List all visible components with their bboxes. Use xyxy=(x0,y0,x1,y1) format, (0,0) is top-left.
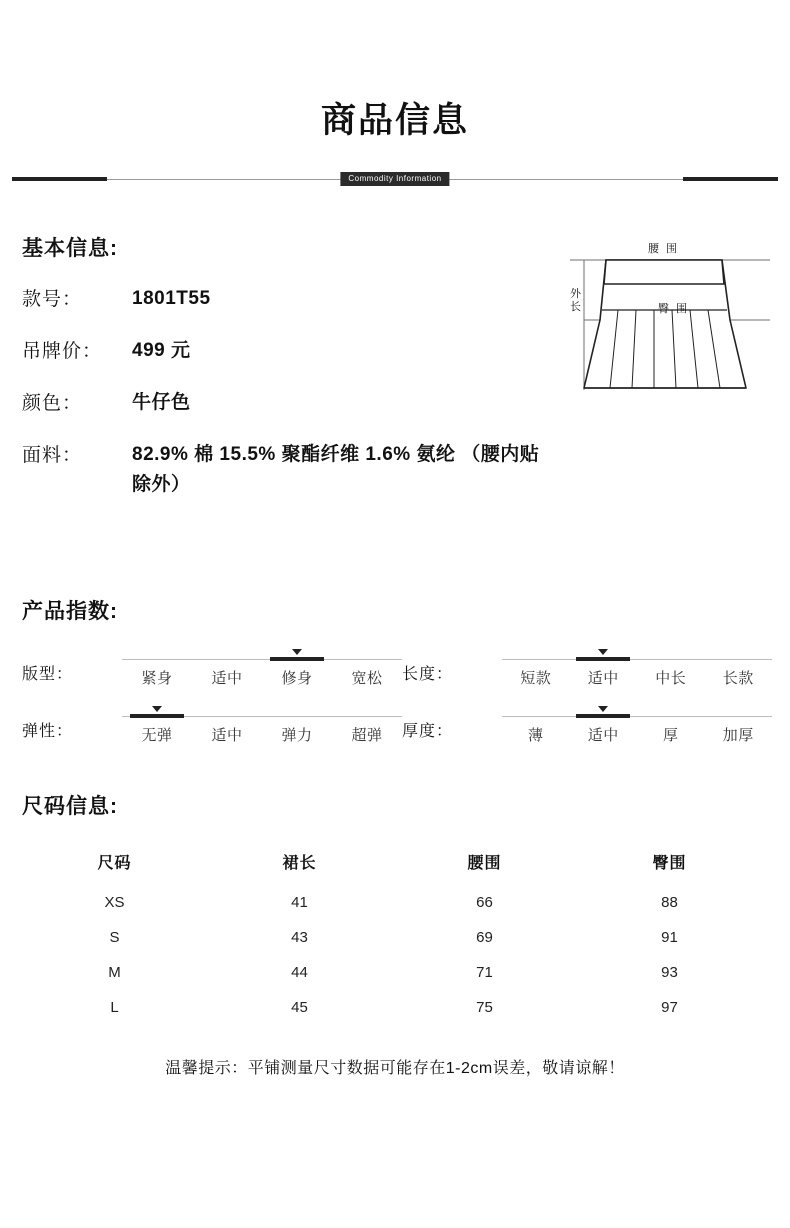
scale-option-thickness-0[interactable] xyxy=(502,704,570,745)
scale-option-elasticity-2[interactable] xyxy=(262,704,332,745)
table-row xyxy=(22,885,762,920)
info-label-fabric: 面料： xyxy=(22,445,83,466)
measurement-note: 温馨提示：平铺测量尺寸数据可能存在1-2cm误差，敬请谅解！ xyxy=(165,1060,625,1077)
cell-size: S xyxy=(109,929,120,946)
cell-skirt-length: 45 xyxy=(291,999,308,1016)
scale-option-label: 紧身 xyxy=(141,670,173,687)
cell-skirt-length: 44 xyxy=(291,964,308,981)
table-header-row xyxy=(22,842,762,885)
table-row xyxy=(22,955,762,990)
scale-option-label: 超弹 xyxy=(351,727,383,744)
basic-info-heading: 基本信息: xyxy=(22,237,118,260)
skirt-illustration-icon xyxy=(570,238,780,428)
info-label-price: 吊牌价： xyxy=(22,341,103,362)
diagram-outer-length-label: 外长 xyxy=(570,288,583,313)
scale-option-label: 加厚 xyxy=(722,727,754,744)
scale-option-label: 宽松 xyxy=(351,670,383,687)
cell-waist: 69 xyxy=(476,929,493,946)
scale-option-thickness-2[interactable] xyxy=(637,704,705,745)
scale-option-elasticity-3[interactable] xyxy=(332,704,402,745)
info-value-fabric: 82.9% 棉 15.5% 聚酯纤维 1.6% 氨纶 （腰内贴除外） xyxy=(132,444,540,495)
scale-option-fit-2[interactable] xyxy=(262,647,332,688)
page-title: 商品信息 xyxy=(320,101,469,140)
product-index-column-left xyxy=(22,647,402,745)
index-label-fit: 版型： xyxy=(22,666,74,683)
index-row-length xyxy=(402,647,772,688)
index-scale-elasticity xyxy=(122,704,402,745)
index-label-thickness: 厚度： xyxy=(402,723,454,740)
scale-option-label: 弹力 xyxy=(281,727,313,744)
scale-option-length-3[interactable] xyxy=(705,647,773,688)
cell-skirt-length: 41 xyxy=(291,894,308,911)
scale-option-label: 长款 xyxy=(722,670,754,687)
header-rule-right xyxy=(683,177,778,181)
header-rule-left xyxy=(12,177,107,181)
scale-option-length-1[interactable] xyxy=(570,647,638,688)
scale-option-elasticity-1[interactable] xyxy=(192,704,262,745)
scale-option-label: 适中 xyxy=(587,727,619,744)
index-scale-thickness xyxy=(502,704,772,745)
scale-option-label: 短款 xyxy=(520,670,552,687)
scale-option-length-0[interactable] xyxy=(502,647,570,688)
page-subtitle: Commodity Information xyxy=(340,172,449,186)
info-label-color: 颜色： xyxy=(22,393,83,414)
size-info-heading: 尺码信息: xyxy=(22,795,118,818)
info-value-style-no: 1801T55 xyxy=(132,288,211,309)
scale-option-length-2[interactable] xyxy=(637,647,705,688)
header-rule-mid-right xyxy=(447,179,683,180)
info-label-style-no: 款号： xyxy=(22,289,83,310)
scale-option-label: 适中 xyxy=(211,727,243,744)
cell-hip: 88 xyxy=(661,894,678,911)
cell-size: M xyxy=(108,964,121,981)
skirt-diagram xyxy=(570,238,780,428)
column-header-size: 尺码 xyxy=(97,855,132,872)
cell-size: L xyxy=(110,999,119,1016)
scale-option-label: 适中 xyxy=(587,670,619,687)
diagram-hip-label: 臀 围 xyxy=(658,303,690,315)
scale-option-label: 修身 xyxy=(281,670,313,687)
product-index-heading: 产品指数: xyxy=(22,600,118,623)
scale-option-label: 适中 xyxy=(211,670,243,687)
page-header xyxy=(0,100,790,210)
cell-waist: 71 xyxy=(476,964,493,981)
cell-hip: 91 xyxy=(661,929,678,946)
size-info-section xyxy=(0,790,790,1025)
column-header-hip: 臀围 xyxy=(652,855,687,872)
scale-option-label: 薄 xyxy=(527,727,544,744)
product-info-page xyxy=(0,100,790,1228)
cell-skirt-length: 43 xyxy=(291,929,308,946)
product-index-grid xyxy=(22,647,790,745)
product-index-section xyxy=(0,595,790,745)
column-header-waist: 腰围 xyxy=(467,855,502,872)
table-row xyxy=(22,990,762,1025)
index-scale-length xyxy=(502,647,772,688)
index-scale-fit xyxy=(122,647,402,688)
scale-option-fit-0[interactable] xyxy=(122,647,192,688)
cell-hip: 97 xyxy=(661,999,678,1016)
column-header-skirt-length: 裙长 xyxy=(282,855,317,872)
product-index-column-right xyxy=(402,647,772,745)
scale-option-thickness-1[interactable] xyxy=(570,704,638,745)
scale-option-label: 无弹 xyxy=(141,727,173,744)
cell-hip: 93 xyxy=(661,964,678,981)
scale-option-fit-1[interactable] xyxy=(192,647,262,688)
index-label-elasticity: 弹性： xyxy=(22,723,74,740)
scale-option-elasticity-0[interactable] xyxy=(122,704,192,745)
scale-option-thickness-3[interactable] xyxy=(705,704,773,745)
cell-size: XS xyxy=(104,894,125,911)
index-row-thickness xyxy=(402,704,772,745)
scale-option-label: 厚 xyxy=(662,727,679,744)
info-value-color: 牛仔色 xyxy=(132,392,191,413)
size-table xyxy=(22,842,762,1025)
cell-waist: 75 xyxy=(476,999,493,1016)
index-row-elasticity xyxy=(22,704,402,745)
index-label-length: 长度： xyxy=(402,666,454,683)
info-value-price: 499 元 xyxy=(132,340,191,361)
diagram-waist-label: 腰 围 xyxy=(648,243,680,255)
cell-waist: 66 xyxy=(476,894,493,911)
basic-info-section xyxy=(0,232,790,500)
index-row-fit xyxy=(22,647,402,688)
scale-option-fit-3[interactable] xyxy=(332,647,402,688)
header-rule-mid-left xyxy=(107,179,343,180)
table-row xyxy=(22,920,762,955)
scale-option-label: 中长 xyxy=(655,670,687,687)
info-row xyxy=(22,440,790,500)
